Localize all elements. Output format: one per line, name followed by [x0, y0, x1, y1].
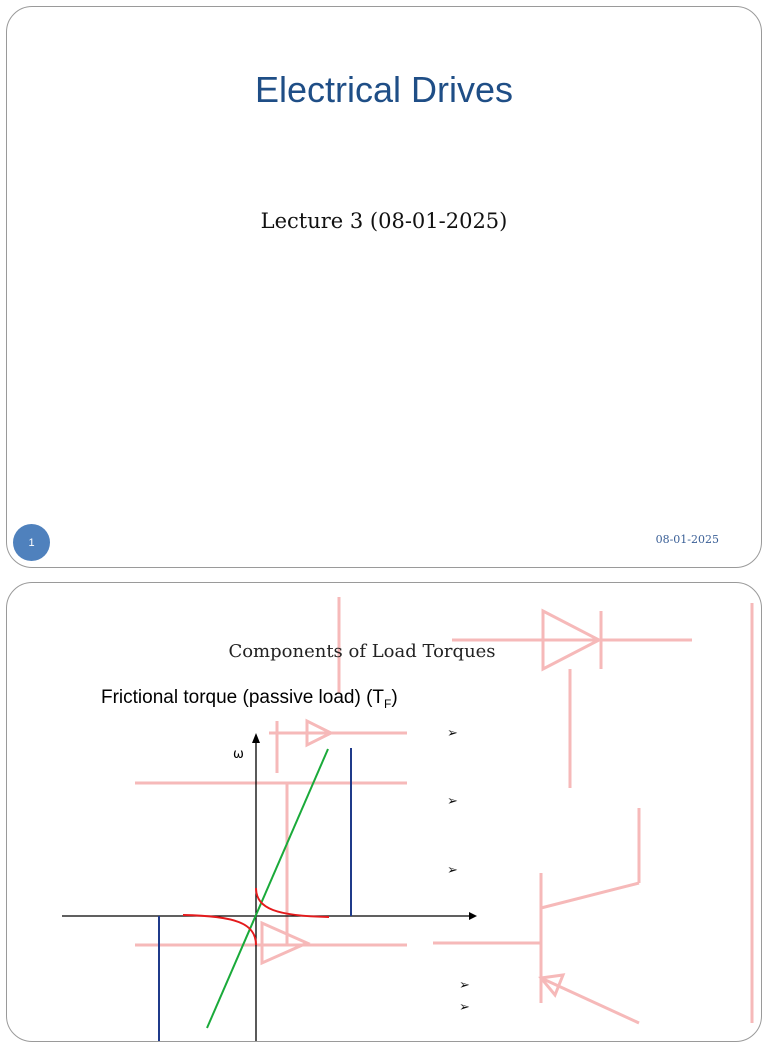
lecture-subtitle: Lecture 3 (08-01-2025) — [260, 209, 508, 233]
slide-1 — [6, 6, 762, 568]
bullet-2: ➢ — [447, 794, 458, 809]
friction-curve-positive — [256, 888, 329, 917]
slide-number-badge: 1 — [13, 524, 50, 561]
subtitle-text: Frictional torque (passive load) (T — [101, 687, 384, 708]
torque-speed-diagram — [7, 583, 762, 1042]
slide-date: 08-01-2025 — [655, 533, 719, 546]
bullet-4: ➢ — [459, 978, 470, 993]
section-heading: Components of Load Torques — [228, 641, 496, 662]
subtitle-subscript: F — [384, 696, 392, 711]
bullet-3: ➢ — [447, 863, 458, 878]
slide-title: Electrical Drives — [254, 69, 514, 110]
slide-2 — [6, 582, 762, 1042]
omega-axis-label: ω — [233, 747, 244, 762]
subtitle-end: ) — [391, 687, 398, 708]
y-axis-arrow-icon — [252, 733, 260, 743]
viscous-friction-line — [207, 749, 328, 1028]
x-axis-arrow-icon — [469, 912, 477, 920]
bullet-5: ➢ — [459, 1000, 470, 1015]
bullet-1: ➢ — [447, 726, 458, 741]
